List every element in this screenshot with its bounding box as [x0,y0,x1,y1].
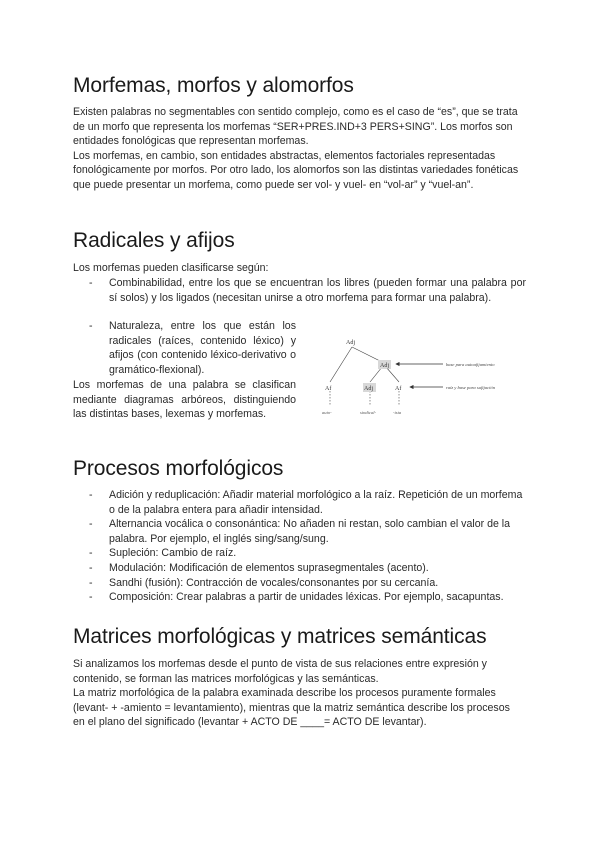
paragraph: Los morfemas pueden clasificarse según: [73,262,269,274]
leaf-auto: auto- [322,410,332,415]
tree-node-right: Af [395,386,402,392]
section2-closing [73,378,296,422]
processes-list [89,488,526,605]
heading-radicales: Radicales y afijos [73,229,235,252]
list-item: - Sandhi (fusión): Contracción de vocales/consonantes por su cercanía. [89,576,526,591]
heading-morfemas: Morfemas, morfos y alomorfos [73,74,354,97]
section2-intro [73,261,521,276]
list-item: - Adición y reduplicación: Añadir material morfológico a la raíz. Repetición de un morfema o de la palabra entera para añadir intensidad. [89,488,526,517]
tree-branches [330,347,402,406]
heading-matrices: Matrices morfológicas y matrices semánticas [73,625,487,648]
paragraph: Los morfemas de una palabra se clasifican mediante diagramas arbóreos, distinguiendo las distintas bases, lexemas y morfemas. [73,379,296,421]
section1-body [73,105,521,193]
classification-list-b [89,319,296,377]
morphology-tree-diagram [318,336,528,420]
paragraph: Si analizamos los morfemas desde el punto de vista de sus relaciones entre expresión y contenido, se forman las matrices morfológicas y las semánticas. [73,658,487,685]
section4-body [73,657,521,730]
list-item: - Supleción: Cambio de raíz. [89,546,526,561]
list-item: - Composición: Crear palabras a partir de unidades léxicas. Por ejemplo, sacapuntas. [89,590,526,605]
list-item: - Modulación: Modificación de elementos suprasegmentales (acento). [89,561,526,576]
list-item: - Naturaleza, entre los que están los radicales (raíces, contenido léxico) y afijos (con contenido léxico-derivativo o gramático-flexional). [89,319,296,377]
leaf-sindical: sindical- [360,410,377,415]
classification-list-a [89,276,526,305]
tree-node-left: Af [325,386,332,392]
heading-procesos: Procesos morfológicos [73,457,284,480]
label-base: base para autoafijamiento [446,362,495,367]
list-item: - Combinabilidad, entre los que se encuentran los libres (pueden formar una palabra por sí solos) y los ligados (necesitan unirse a otro morfema para formar una palabra). [89,276,526,305]
tree-node-root: Adj [346,340,355,346]
leaf-ista: -ista [393,410,402,415]
label-raiz: raíz y base para sufijación [446,385,495,390]
tree-node-mid: Adj [380,363,389,369]
paragraph: La matriz morfológica de la palabra examinada describe los procesos puramente formales (levant- + -amiento = levantamiento), mientras que la matriz semántica describe los procesos en el plano del significado (levantar + ACTO DE ____= ACTO DE levantar). [73,687,510,729]
tree-node-center: Adj [364,386,373,392]
paragraph: Los morfemas, en cambio, son entidades abstractas, elementos factoriales representadas fonológicamente por morfos. Por otro lado, los alomorfos son las distintas variedades fonéticas que puede presentar un morfema, como puede ser vol- y vuel- en “vol-ar” y “vuel-an”. [73,149,519,191]
paragraph: Existen palabras no segmentables con sentido complejo, como es el caso de “es”, que se trata de un morfo que representa los morfemas “SER+PRES.IND+3 PERS+SING”. Los morfos son entidades fonológicas que representan morfemas. [73,106,518,148]
list-item: - Alternancia vocálica o consonántica: No añaden ni restan, solo cambian el valor de la palabra. Por ejemplo, el inglés sing/sang/sung. [89,517,526,546]
